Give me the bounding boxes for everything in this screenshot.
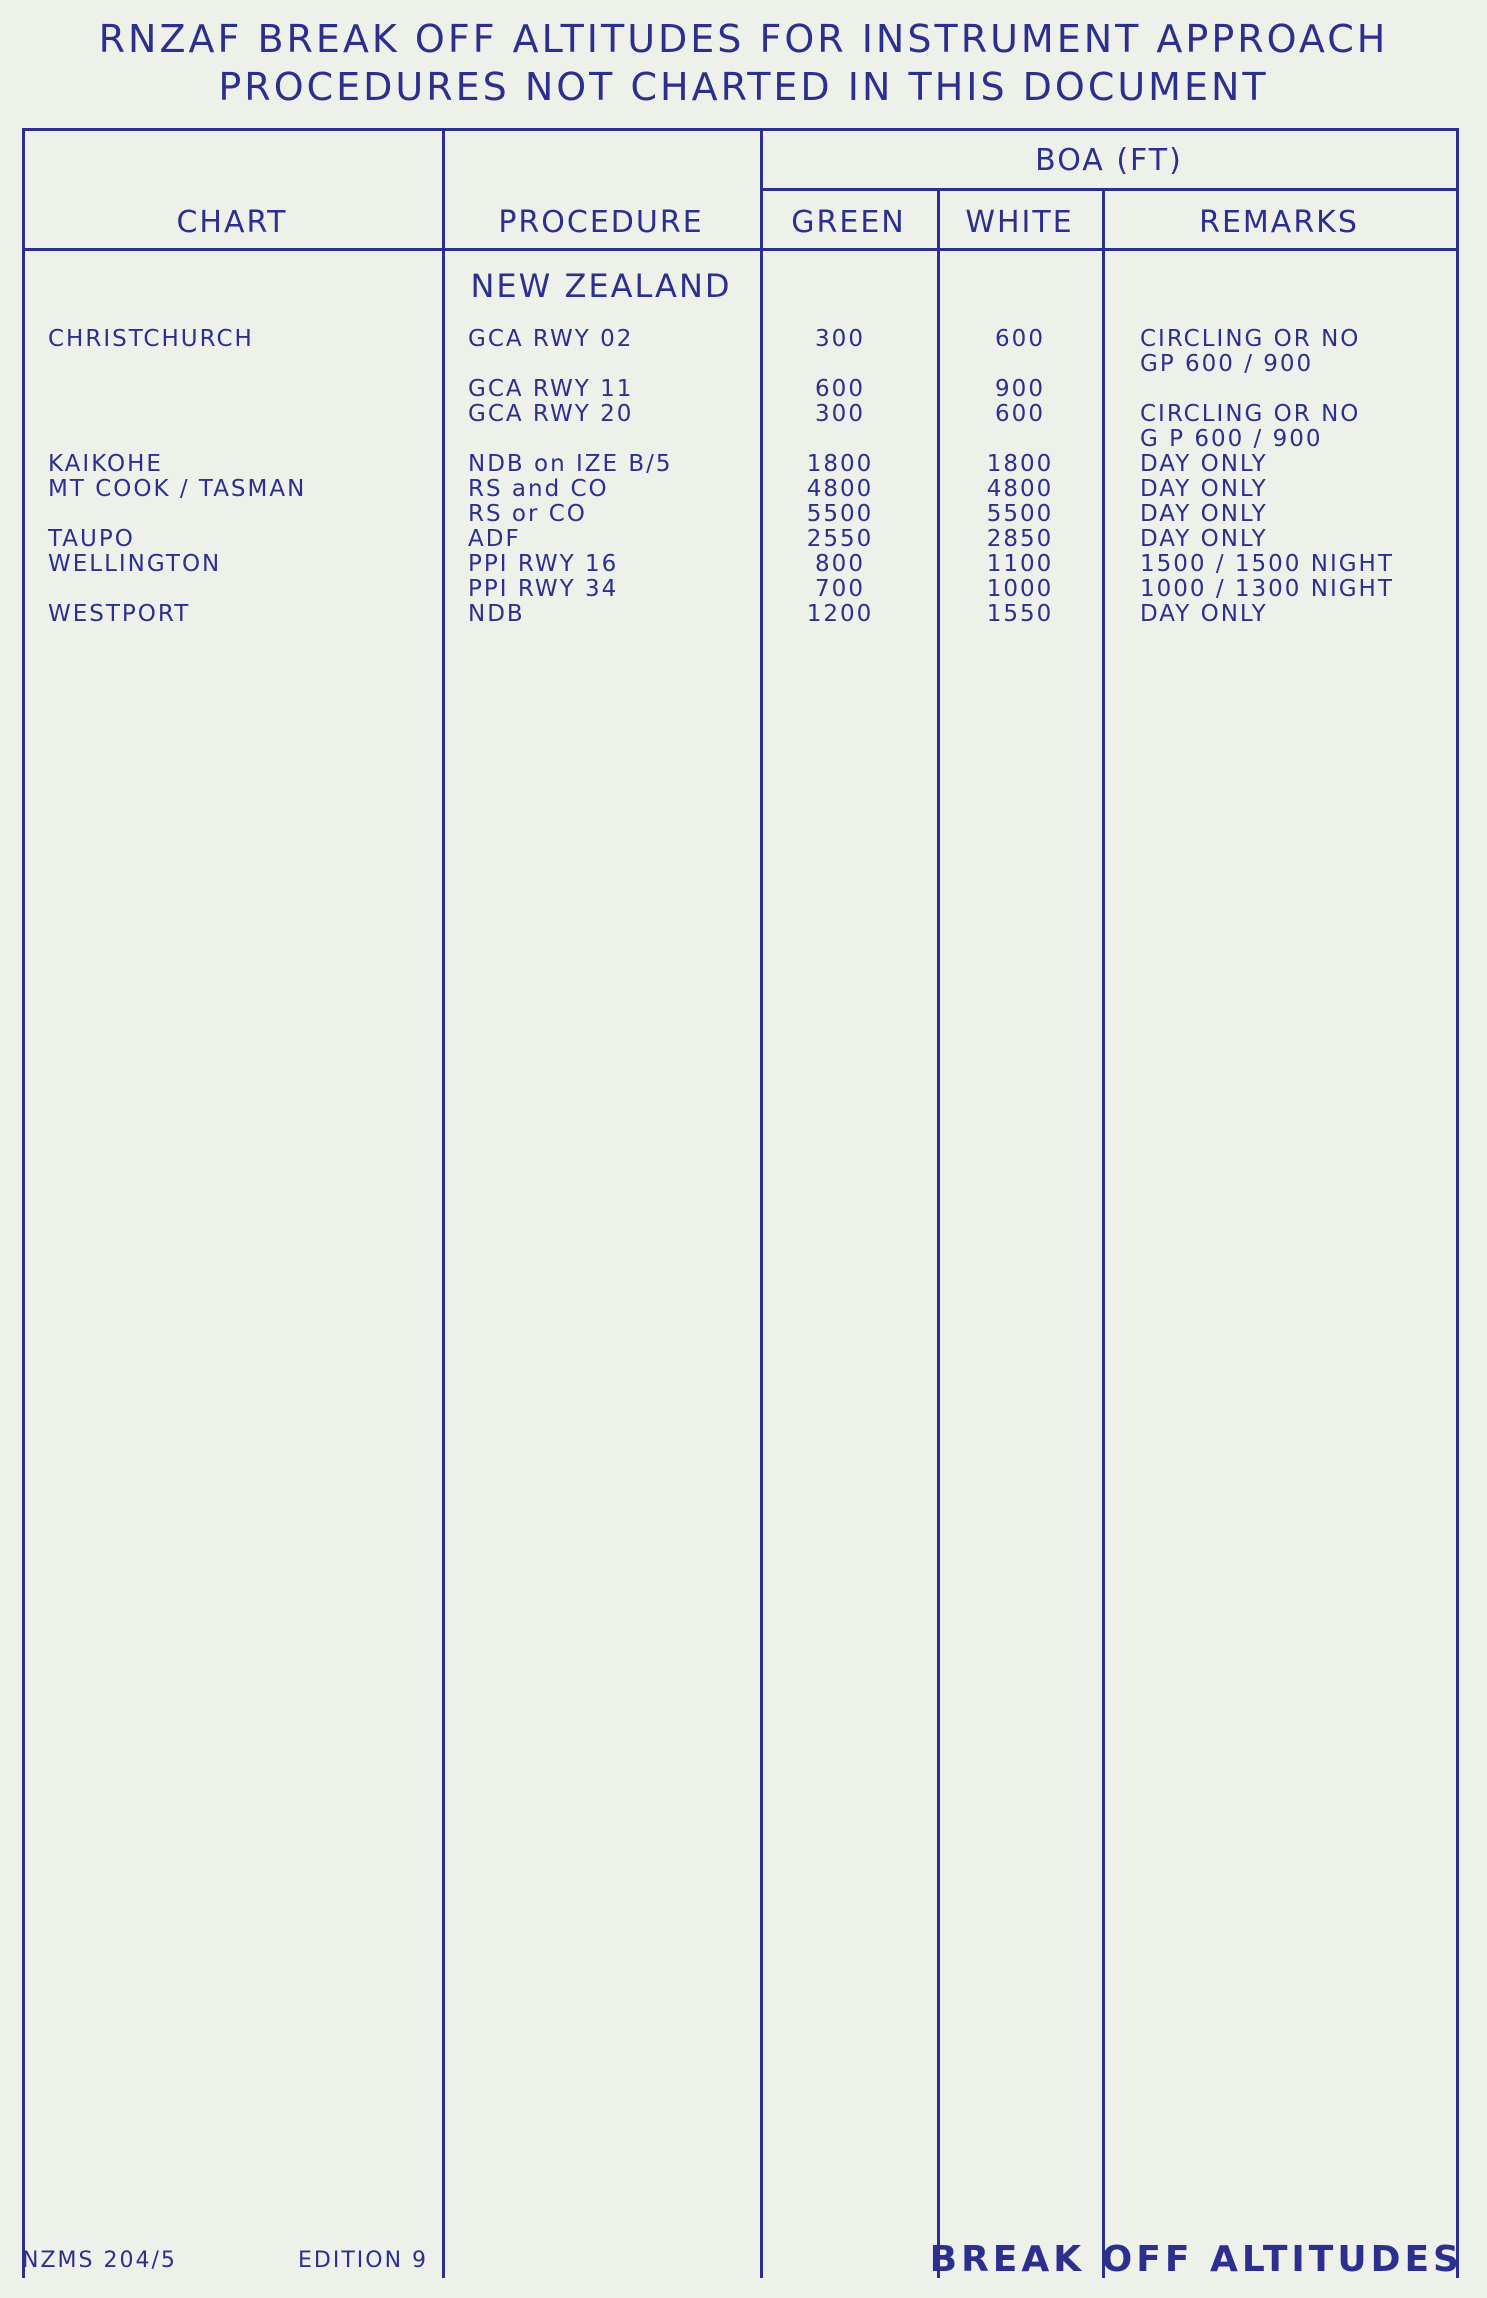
header-bottom-border: [22, 248, 1458, 251]
table-row: [0, 551, 1487, 577]
cell-green: 800: [815, 551, 865, 577]
table-row: [0, 501, 1487, 527]
cell-remarks: CIRCLING OR NO: [1140, 326, 1361, 352]
cell-white: 1100: [986, 551, 1054, 577]
cell-green: 2550: [806, 526, 874, 552]
cell-green: 600: [815, 376, 865, 402]
header-remarks: REMARKS: [1199, 205, 1359, 240]
footer-series: NZMS 204/5: [22, 2248, 177, 2273]
cell-remarks: 1000 / 1300 NIGHT: [1140, 576, 1394, 602]
cell-procedure: GCA RWY 20: [468, 401, 634, 427]
table-row: [0, 376, 1487, 402]
cell-remarks: DAY ONLY: [1140, 601, 1268, 627]
cell-chart: CHRISTCHURCH: [48, 326, 254, 352]
cell-chart: WESTPORT: [48, 601, 191, 627]
table-row: [0, 351, 1487, 377]
cell-green: 300: [815, 326, 865, 352]
cell-remarks: DAY ONLY: [1140, 476, 1268, 502]
boa-subheader-line: [760, 188, 1458, 191]
cell-chart: KAIKOHE: [48, 451, 163, 477]
section-heading: NEW ZEALAND: [470, 267, 732, 305]
cell-white: 1550: [986, 601, 1054, 627]
cell-procedure: GCA RWY 11: [468, 376, 634, 402]
cell-procedure: NDB on IZE B/5: [468, 451, 673, 477]
cell-green: 1800: [806, 451, 874, 477]
cell-chart: WELLINGTON: [48, 551, 222, 577]
table-row: [0, 476, 1487, 502]
cell-procedure: GCA RWY 02: [468, 326, 634, 352]
table-row: [0, 526, 1487, 552]
cell-white: 600: [995, 326, 1045, 352]
cell-remarks: DAY ONLY: [1140, 526, 1268, 552]
footer-page-title: BREAK OFF ALTITUDES: [929, 2239, 1463, 2280]
cell-green: 300: [815, 401, 865, 427]
cell-procedure: NDB: [468, 601, 525, 627]
cell-chart: TAUPO: [48, 526, 135, 552]
footer-edition: EDITION 9: [298, 2248, 429, 2273]
table-row: [0, 451, 1487, 477]
cell-remarks: DAY ONLY: [1140, 501, 1268, 527]
header-green: GREEN: [791, 205, 906, 240]
table-top-border: [22, 128, 1458, 131]
cell-white: 2850: [986, 526, 1054, 552]
cell-procedure: ADF: [468, 526, 521, 552]
cell-green: 700: [815, 576, 865, 602]
cell-remarks: 1500 / 1500 NIGHT: [1140, 551, 1394, 577]
cell-white: 900: [995, 376, 1045, 402]
cell-white: 4800: [986, 476, 1054, 502]
cell-remarks: G P 600 / 900: [1140, 426, 1323, 452]
table-row: [0, 326, 1487, 352]
table-row: [0, 576, 1487, 602]
cell-white: 600: [995, 401, 1045, 427]
cell-remarks: DAY ONLY: [1140, 451, 1268, 477]
header-white: WHITE: [965, 205, 1074, 240]
cell-chart: MT COOK / TASMAN: [48, 476, 307, 502]
cell-procedure: RS and CO: [468, 476, 609, 502]
cell-white: 1800: [986, 451, 1054, 477]
page-title-line-2: PROCEDURES NOT CHARTED IN THIS DOCUMENT: [218, 65, 1269, 109]
table-row: [0, 401, 1487, 427]
table-row: [0, 426, 1487, 452]
cell-green: 4800: [806, 476, 874, 502]
header-boa: BOA (FT): [1035, 143, 1183, 178]
table-row: [0, 601, 1487, 627]
header-chart: CHART: [176, 205, 288, 240]
cell-white: 5500: [986, 501, 1054, 527]
cell-remarks: GP 600 / 900: [1140, 351, 1314, 377]
cell-white: 1000: [986, 576, 1054, 602]
cell-procedure: PPI RWY 16: [468, 551, 619, 577]
page-title-line-1: RNZAF BREAK OFF ALTITUDES FOR INSTRUMENT APPROACH: [98, 17, 1389, 61]
cell-procedure: RS or CO: [468, 501, 587, 527]
cell-procedure: PPI RWY 34: [468, 576, 619, 602]
cell-green: 1200: [806, 601, 874, 627]
cell-green: 5500: [806, 501, 874, 527]
cell-remarks: CIRCLING OR NO: [1140, 401, 1361, 427]
header-procedure: PROCEDURE: [498, 205, 704, 240]
